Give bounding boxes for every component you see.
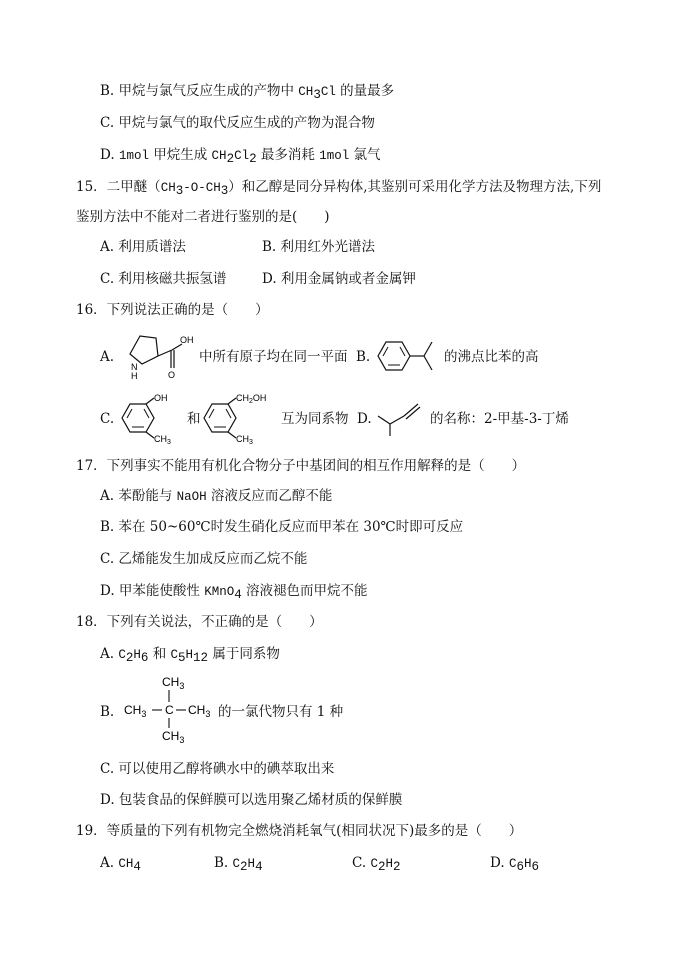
oh-group: OH [180,335,194,345]
q14-option-b [100,82,394,101]
formula: H [247,857,256,871]
formula: CH [160,181,176,195]
q14-option-d [100,146,381,165]
q16-a-text: 中所有原子均在同一平面 [199,349,348,365]
ch3-group: $CH_3$ [154,434,171,446]
text: 的量最多 [335,83,395,99]
q16-b-label: B. [356,349,371,365]
ring [122,404,154,432]
label: C. [352,855,371,871]
3-methyl-1-butene-structure [374,400,430,438]
text: 和 [148,646,171,662]
formula: KMnO [204,585,235,599]
formula: C [232,857,241,871]
bond [378,416,390,424]
ring-inner [144,409,149,418]
q14-option-c: C. 甲烷与氯气的取代反应生成的产物为混合物 [100,115,375,131]
ch3-bottom: $CH_3$ [162,729,185,745]
formula: CH [118,857,134,871]
subscript: 4 [133,860,141,874]
ch3-top: $CH_3$ [162,675,185,691]
q18-option-c: C. 可以使用乙醇将碘水中的碘萃取出来 [100,761,335,777]
formula: Cl [234,149,250,163]
text: 15．二甲醚（ [76,179,161,195]
o-cresol-structure [116,394,186,444]
formula: Cl [320,85,336,99]
formula: C [170,648,179,662]
subscript: 5 [178,651,186,665]
subscript: 12 [193,651,209,665]
q16-c-text: 互为同系物 [281,411,349,427]
q17-stem: 17．下列事实不能用有机化合物分子中基团间的相互作用解释的是（ ） [76,458,526,474]
label: D. [490,855,509,871]
q16-d-text: 的名称：2-甲基-3-丁烯 [430,411,569,427]
subscript: 4 [234,588,242,602]
formula: C [508,857,517,871]
text: ）和乙醇是同分异构体,其鉴别可采用化学方法及物理方法,下列 [228,179,602,195]
q15-option-b: B. 利用红外光谱法 [262,239,376,255]
ring-inner [209,409,214,418]
text: 甲烷生成 [148,147,212,163]
formula: C [370,857,378,871]
ch3-right: $CH_3$ [188,703,211,719]
text: 氯气 [349,147,381,163]
ring [204,404,236,432]
text: B. 甲烷与氯气反应生成的产物中 [100,83,299,99]
formula: 1mol [319,149,350,163]
formula: H [185,648,194,662]
formula: NaOH [176,490,207,504]
proline-structure [116,330,198,382]
q19-stem: 19．等质量的下列有机物完全燃烧消耗氧气(相同状况下)最多的是（ ） [76,823,523,839]
ring-inner [127,409,132,418]
formula: H [133,648,141,662]
subscript: 6 [531,860,539,874]
q16-a-label: A. [100,349,115,365]
text: 溶液褪色而甲烷不能 [241,583,368,599]
label: A. [100,855,119,871]
formula: 1mol [118,149,149,163]
formula: CH [211,149,227,163]
bond [424,342,432,356]
q16-c-label: C. [100,411,115,427]
q18-stem: 18．下列有关说法，不正确的是（ ） [76,614,323,630]
text: 属于同系物 [208,646,280,662]
subscript: 2 [226,152,235,166]
n-atom: N [131,362,138,372]
bond [424,356,432,370]
formula: H [523,857,532,871]
bond [158,350,172,356]
subscript: 2 [249,152,257,166]
q15-option-c: C. 利用核磁共振氢谱 [100,271,227,287]
ring [378,342,410,370]
text: A. 苯酚能与 [100,488,177,504]
bond [228,398,236,404]
neopentane-structure [122,672,222,744]
subscript: 3 [220,184,229,198]
subscript: 3 [175,184,184,198]
h-atom: H [131,371,138,381]
subscript: 4 [255,860,263,874]
formula: C [118,648,126,662]
text: D. 甲苯能使酸性 [100,583,205,599]
q19-option-d [490,854,539,873]
q19-option-c [352,854,401,873]
oh-group: OH [154,393,168,403]
bond [390,416,404,424]
text: 最多消耗 [256,147,320,163]
isopropylbenzene-structure [372,336,442,378]
q16-stem: 16．下列说法正确的是（ ） [76,302,269,318]
subscript: 2 [377,860,386,874]
methylbenzyl-alcohol-structure [198,394,278,444]
q17-option-d [100,582,368,601]
q18-option-d: D. 包装食品的保鲜膜可以选用聚乙烯材质的保鲜膜 [100,792,403,808]
subscript: 2 [240,860,248,874]
q15-option-a: A. 利用质谱法 [100,239,186,255]
q19-option-a [100,854,141,873]
q18-b-label: B. [100,704,115,720]
text: A. [100,646,119,662]
o-atom: O [168,370,176,380]
q15-stem-line2: 鉴别方法中不能对二者进行鉴别的是( ) [76,209,330,225]
ring-inner [226,409,231,418]
q17-option-c: C. 乙烯能发生加成反应而乙烷不能 [100,551,308,567]
q15-option-d: D. 利用金属钠或者金属钾 [262,271,416,287]
q17-option-a [100,487,332,506]
subscript: 2 [392,860,401,874]
q16-c-and: 和 [187,411,201,427]
q18-option-a [100,645,280,664]
bond [146,398,154,404]
subscript: 3 [313,88,321,102]
label: B. [214,855,233,871]
bond [228,432,236,438]
bond [146,432,154,438]
ch3-left: $CH_3$ [124,703,147,719]
ch3-group: $CH_3$ [236,434,253,446]
subscript: 6 [516,860,524,874]
text: 溶液反应而乙醇不能 [206,488,333,504]
q17-option-b: B. 苯在 50~60℃时发生硝化反应而甲苯在 30℃时即可反应 [100,519,464,535]
formula: -O-CH [183,181,221,195]
q18-b-text: 的一氯代物只有 1 种 [218,704,344,720]
subscript: 6 [140,651,149,665]
formula: CH [298,85,314,99]
q16-b-text: 的沸点比苯的高 [444,349,539,365]
q16-d-label: D. [357,411,372,427]
subscript: 2 [125,651,134,665]
text: D. [100,147,119,163]
ring-inner [383,347,388,356]
ring [130,336,158,364]
q15-stem-line1 [76,178,601,197]
formula: H [385,857,393,871]
ring-inner [400,347,405,356]
ch2oh-group: $CH_2OH$ [236,393,267,405]
c-center: C [165,703,174,717]
q19-option-b [214,854,263,873]
